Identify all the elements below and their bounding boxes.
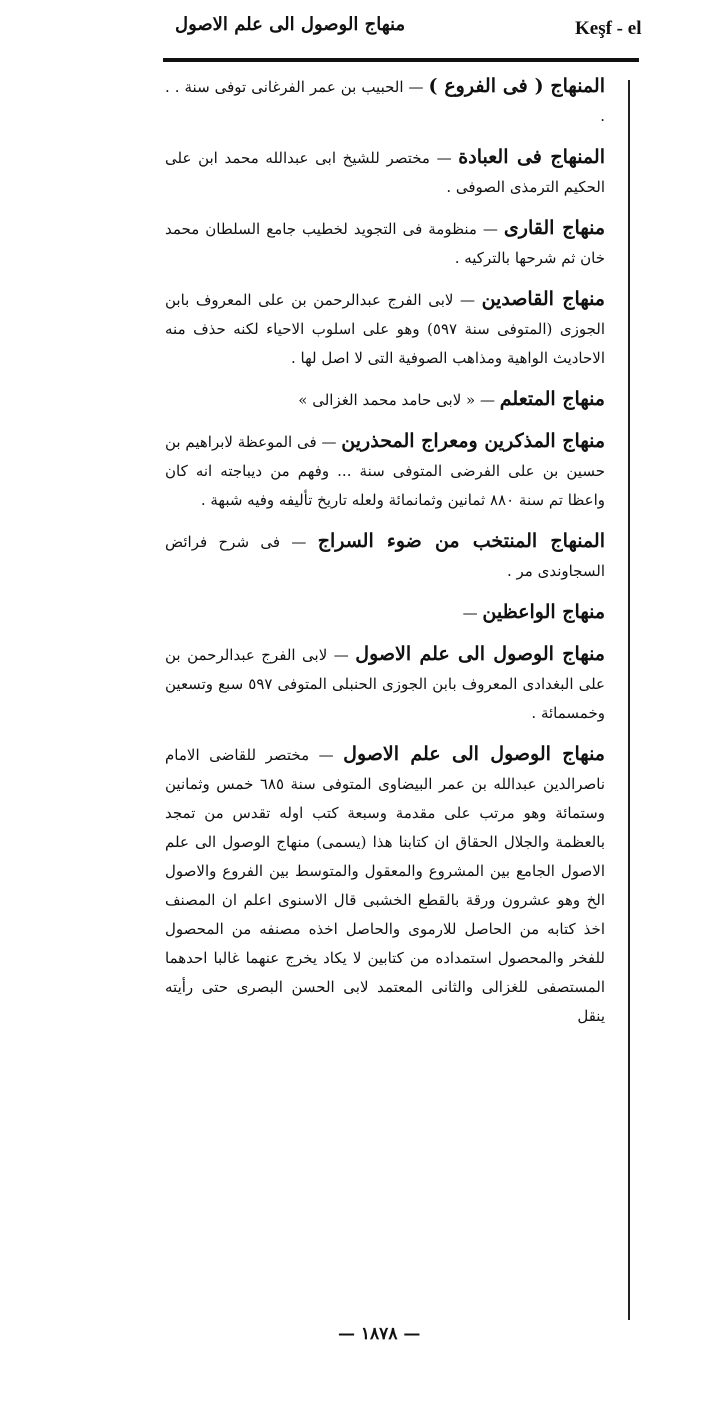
entry-title: منهاج المذكرين ومعراج المحذرين [341, 430, 606, 452]
entry: المنهاج المنتخب من ضوء السراج — فى شرح فرائض السجاوندى مر . [165, 530, 605, 580]
margin-rule [628, 80, 630, 1320]
entry: منهاج القارى — منظومة فى التجويد لخطيب جامع السلطان محمد خان ثم شرحها بالتركيه . [165, 217, 605, 267]
entry: منهاج الوصول الى علم الاصول — لابى الفرج عبدالرحمن بن على البغدادى المعروف بابن الجوزى الحنبلى المتوفى ٥٩٧ سبع وتسعين وخمسمائة . [165, 643, 605, 722]
entry-text: مختصر للشيخ ابى عبدالله محمد ابن على الحكيم الترمذى الصوفى . [165, 149, 605, 196]
entry-text: الحبيب بن عمر الفرغانى توفى سنة . . . [165, 78, 605, 125]
page-header [0, 0, 711, 56]
entry-text: « لابى حامد محمد الغزالى » [298, 391, 476, 409]
entry-text: مختصر للقاضى الامام ناصرالدين عبدالله بن عمر البيضاوى المتوفى سنة ٦٨٥ خمس وثمانين وستمائة وهو مرتب على مقدمة وسبعة كتب اوله تقدس من تمجد بالعظمة والجلال الحقاق ان كتابنا هذا (يسمى) منهاج الوصول الى علم الاصول الجامع بين المشروع والمعقول والمتوسط بين الفروع والاصول الخ وهو عشرون ورقة بالقطع الخشبى قال الاسنوى اعلم ان المصنف اخذ كتابه من الحاصل للارموى والحاصل اخذه مصنفه من المحصول للفخر والمحصول استمداده من كتابين لا يكاد يخرج عنهما غالبا احدهما المستصفى للغزالى والثانى المعتمد لابى الحسن البصرى حتى رأيته ينقل [165, 746, 605, 1025]
entry: المنهاج فى العبادة — مختصر للشيخ ابى عبدالله محمد ابن على الحكيم الترمذى الصوفى . [165, 146, 605, 196]
entry-title: منهاج القارى [503, 217, 605, 239]
entry: منهاج المتعلم — « لابى حامد محمد الغزالى » [298, 388, 605, 410]
running-title: منهاج الوصول الى علم الاصول [175, 14, 406, 35]
entry-title: منهاج الواعظين [482, 601, 605, 623]
page-number: — ١٨٧٨ — [338, 1324, 421, 1344]
entry-title: منهاج المتعلم [499, 388, 605, 410]
header-catchword: Keşf - el [575, 18, 642, 39]
entry: المنهاج ( فى الفروع ) — الحبيب بن عمر الفرغانى توفى سنة . . . [165, 75, 605, 125]
entry: منهاج القاصدين — لابى الفرج عبدالرحمن بن على المعروف بابن الجوزى (المتوفى سنة ٥٩٧) وهو على اسلوب الاحياء لكنه حذف منه الاحاديث الواهية ومذاهب الصوفية التى لا اصل لها . [165, 288, 605, 367]
entry-text: منظومة فى التجويد لخطيب جامع السلطان محمد خان ثم شرحها بالتركيه . [165, 220, 605, 267]
entry: منهاج المذكرين ومعراج المحذرين — فى الموعظة لابراهيم بن حسين بن على الفرضى المتوفى سنة ... وفهم من ديباجته انه كان واعظا تم سنة ٨٨٠ ثمانين وثمانمائة ولعله تاريخ تأليفه وفيه شبهة . [165, 430, 606, 509]
entry: منهاج الوصول الى علم الاصول — مختصر للقاضى الامام ناصرالدين عبدالله بن عمر البيضاوى المتوفى سنة ٦٨٥ خمس وثمانين وستمائة وهو مرتب على مقدمة وسبعة كتب اوله تقدس من تمجد بالعظمة والجلال الحقاق ان كتابنا هذا (يسمى) منهاج الوصول الى علم الاصول الجامع بين المشروع والمعقول والمتوسط بين الفروع والاصول الخ وهو عشرون ورقة بالقطع الخشبى قال الاسنوى اعلم ان المصنف اخذ كتابه من الحاصل للارموى والحاصل اخذه مصنفه من المحصول للفخر والمحصول استمداده من كتابين لا يكاد يخرج عنهما غالبا احدهما المستصفى للغزالى والثانى المعتمد لابى الحسن البصرى حتى رأيته ينقل [165, 743, 605, 1025]
dictionary-column [165, 72, 605, 1043]
entry-title: منهاج القاصدين [481, 288, 605, 310]
entry-title: المنهاج فى العبادة [458, 146, 605, 168]
entry-title: منهاج الوصول الى علم الاصول [355, 643, 605, 665]
entry-title: المنهاج ( فى الفروع ) [428, 75, 605, 97]
header-rule [163, 58, 639, 62]
entry-text: لابى الفرج عبدالرحمن بن على المعروف بابن الجوزى (المتوفى سنة ٥٩٧) وهو على اسلوب الاحياء لكنه حذف منه الاحاديث الواهية ومذاهب الصوفية التى لا اصل لها . [165, 291, 605, 367]
entry-text: فى الموعظة لابراهيم بن حسين بن على الفرضى المتوفى سنة ... وفهم من ديباجته انه كان واعظا تم سنة ٨٨٠ ثمانين وثمانمائة ولعله تاريخ تأليفه وفيه شبهة . [165, 433, 605, 509]
entry: منهاج الواعظين — [462, 601, 605, 623]
entry-text: لابى الفرج عبدالرحمن بن على البغدادى المعروف بابن الجوزى الحنبلى المتوفى ٥٩٧ سبع وتسعين وخمسمائة . [165, 646, 605, 722]
entry-title: المنهاج المنتخب من ضوء السراج [317, 530, 605, 552]
entry-text: فى شرح فرائض السجاوندى مر . [165, 533, 605, 580]
entry-title: منهاج الوصول الى علم الاصول [343, 743, 605, 765]
